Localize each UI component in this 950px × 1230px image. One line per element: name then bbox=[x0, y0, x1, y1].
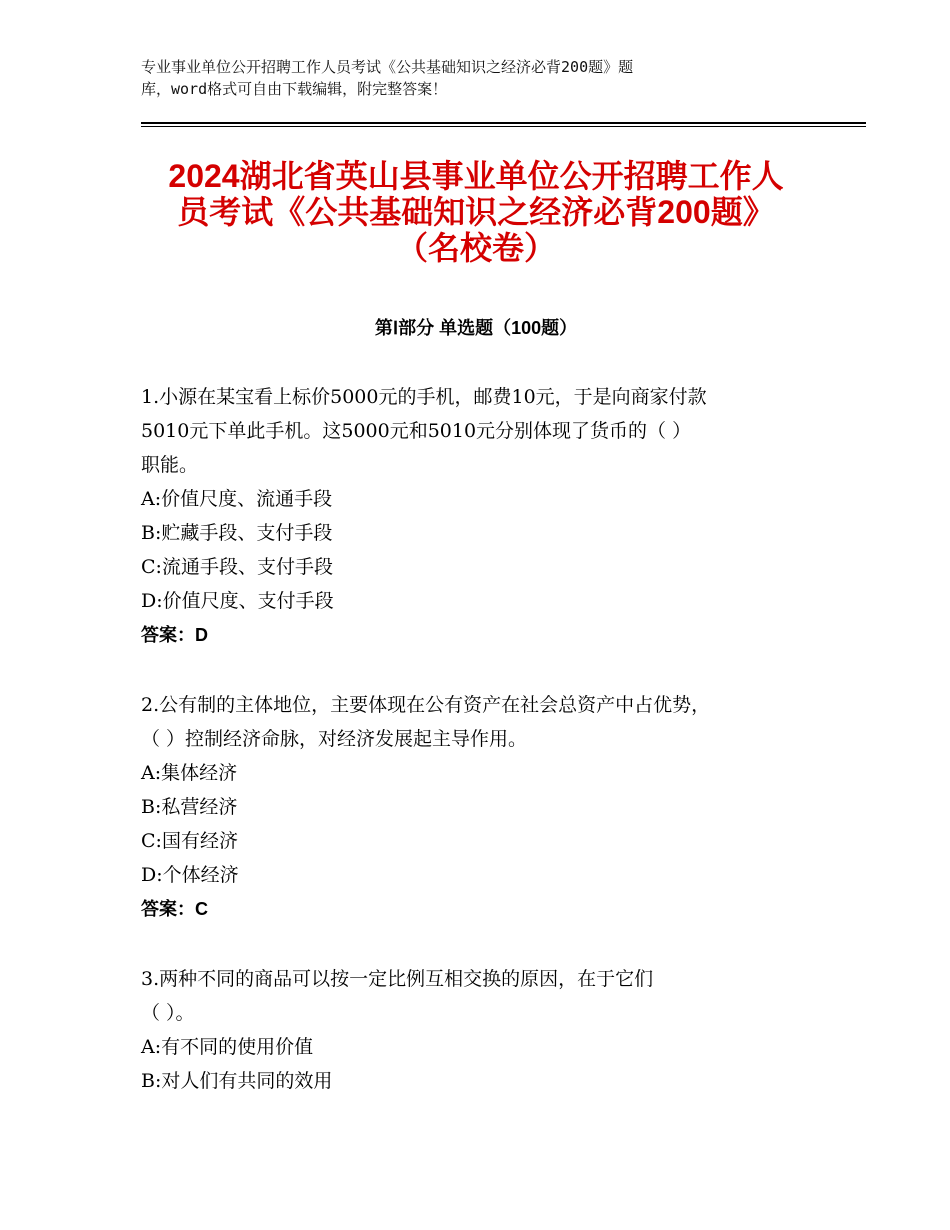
header-note-line: 库，word格式可自由下载编辑，附完整答案！ bbox=[141, 80, 448, 98]
option-c: C:国有经济 bbox=[141, 830, 238, 852]
option-d: D:价值尺度、支付手段 bbox=[141, 590, 334, 612]
question-1 bbox=[141, 380, 811, 652]
header-rule-thick bbox=[141, 122, 866, 124]
stem-line: （ ）。 bbox=[141, 1002, 195, 1024]
header-note bbox=[141, 56, 781, 100]
title-line: 员考试《公共基础知识之经济必背200题》 bbox=[177, 194, 775, 230]
question-3 bbox=[141, 962, 811, 1098]
stem-line: 职能。 bbox=[141, 454, 199, 476]
stem-line: 5010元下单此手机。这5000元和5010元分别体现了货币的（ ） bbox=[141, 420, 692, 442]
header-note-line: 专业事业单位公开招聘工作人员考试《公共基础知识之经济必背200题》题 bbox=[141, 58, 634, 76]
option-b: B:贮藏手段、支付手段 bbox=[141, 522, 333, 544]
option-a: A:集体经济 bbox=[141, 762, 238, 784]
title-line: （名校卷） bbox=[395, 230, 556, 266]
option-d: D:个体经济 bbox=[141, 864, 239, 886]
stem-line: （ ）控制经济命脉，对经济发展起主导作用。 bbox=[141, 728, 528, 750]
question-stem bbox=[141, 962, 811, 1030]
question-2 bbox=[141, 688, 811, 926]
option-c: C:流通手段、支付手段 bbox=[141, 556, 333, 578]
option-a: A:价值尺度、流通手段 bbox=[141, 488, 333, 510]
question-stem bbox=[141, 688, 811, 756]
stem-line: 1.小源在某宝看上标价5000元的手机，邮费10元，于是向商家付款 bbox=[141, 386, 707, 408]
option-b: B:私营经济 bbox=[141, 796, 238, 818]
header-rule-thin bbox=[141, 126, 866, 127]
question-stem bbox=[141, 380, 811, 482]
stem-line: 3.两种不同的商品可以按一定比例互相交换的原因，在于它们 bbox=[141, 968, 654, 990]
answer: 答案：D bbox=[141, 625, 208, 645]
title-line: 2024湖北省英山县事业单位公开招聘工作人 bbox=[168, 158, 784, 194]
option-a: A:有不同的使用价值 bbox=[141, 1036, 314, 1058]
document-title bbox=[141, 158, 811, 266]
answer: 答案：C bbox=[141, 899, 208, 919]
option-b: B:对人们有共同的效用 bbox=[141, 1070, 333, 1092]
stem-line: 2.公有制的主体地位，主要体现在公有资产在社会总资产中占优势， bbox=[141, 694, 711, 716]
section-heading: 第Ⅰ部分 单选题（100题） bbox=[374, 318, 578, 338]
